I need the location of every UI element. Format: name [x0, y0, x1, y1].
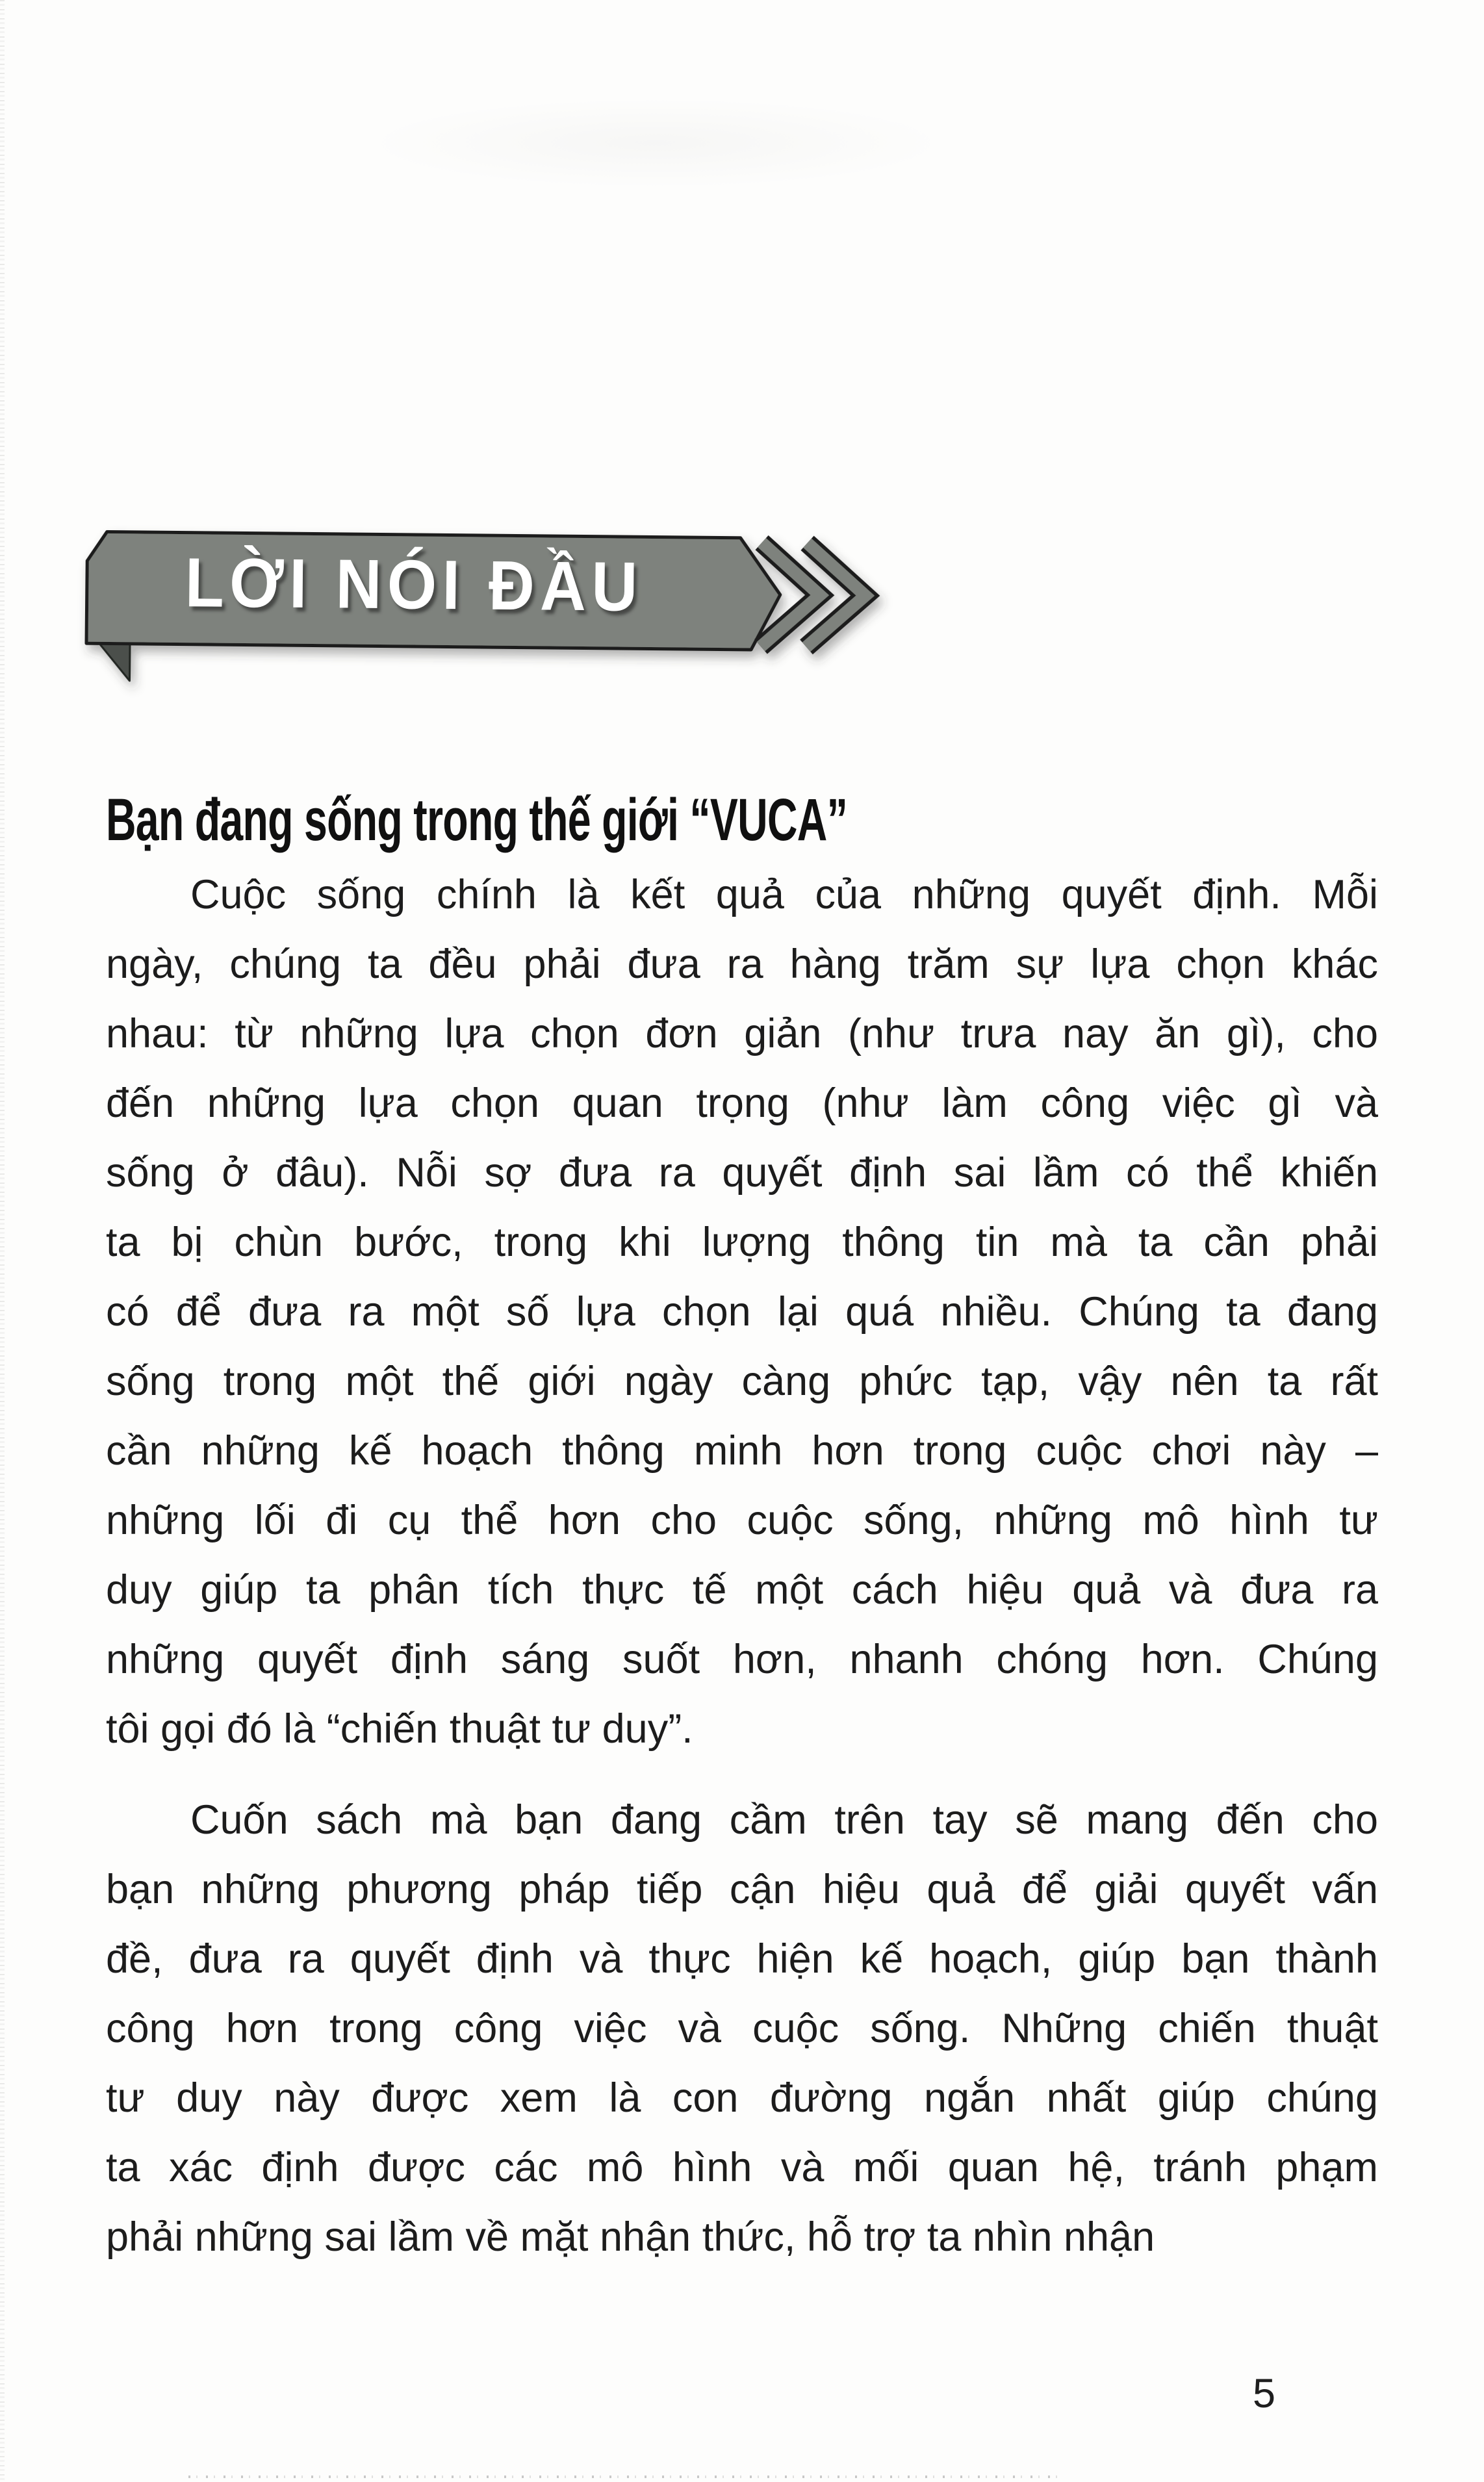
body-text — [106, 860, 1378, 2272]
text-line: đề, đưa ra quyết định và thực hiện kế hoạch, giúp bạn thành — [106, 1936, 1378, 1982]
text-line: bạn những phương pháp tiếp cận hiệu quả để giải quyết vấn — [106, 1867, 1378, 1912]
text-line: sống ở đâu). Nỗi sợ đưa ra quyết định sai lầm có thể khiến — [106, 1150, 1378, 1196]
text-line: tư duy này được xem là con đường ngắn nhất giúp chúng — [106, 2075, 1378, 2121]
scan-noise-bottom-edge — [188, 2476, 1066, 2478]
paragraph — [106, 860, 1378, 1764]
text-line: ngày, chúng ta đều phải đưa ra hàng trăm sự lựa chọn khác — [106, 941, 1378, 987]
text-line: đến những lựa chọn quan trọng (như làm công việc gì và — [106, 1081, 1378, 1126]
page-number: 5 — [1253, 2371, 1276, 2416]
text-line: duy giúp ta phân tích thực tế một cách hiệu quả và đưa ra — [106, 1567, 1378, 1613]
chapter-banner — [75, 509, 941, 745]
text-line: có để đưa ra một số lựa chọn lại quá nhiều. Chúng ta đang — [106, 1289, 1378, 1335]
text-line: cần những kế hoạch thông minh hơn trong cuộc chơi này – — [106, 1428, 1378, 1474]
text-line: Cuộc sống chính là kết quả của những quyết định. Mỗi — [190, 872, 1378, 917]
text-line: những quyết định sáng suốt hơn, nhanh chóng hơn. Chúng — [106, 1637, 1378, 1682]
text-line: những lối đi cụ thể hơn cho cuộc sống, những mô hình tư — [106, 1498, 1378, 1543]
text-line: nhau: từ những lựa chọn đơn giản (như trưa nay ăn gì), cho — [106, 1011, 1378, 1056]
text-line: Cuốn sách mà bạn đang cầm trên tay sẽ mang đến cho — [190, 1797, 1378, 1843]
text-line: phải những sai lầm về mặt nhận thức, hỗ trợ ta nhìn nhận — [106, 2214, 1155, 2260]
text-line: tôi gọi đó là “chiến thuật tư duy”. — [106, 1706, 693, 1752]
paragraph — [106, 1785, 1378, 2272]
text-line: sống trong một thế giới ngày càng phức tạp, vậy nên ta rất — [106, 1359, 1378, 1404]
section-heading: Bạn đang sống trong thế giới “VUCA” — [106, 786, 848, 853]
banner-title: LỜI NÓI ĐẦU — [185, 543, 644, 626]
scan-noise-top-smudge — [364, 97, 949, 188]
scan-noise-left-edge — [0, 0, 5, 2482]
text-line: công hơn trong công việc và cuộc sống. Những chiến thuật — [106, 2006, 1378, 2051]
text-line: ta xác định được các mô hình và mối quan hệ, tránh phạm — [106, 2145, 1378, 2190]
text-line: ta bị chùn bước, trong khi lượng thông tin mà ta cần phải — [106, 1220, 1378, 1265]
